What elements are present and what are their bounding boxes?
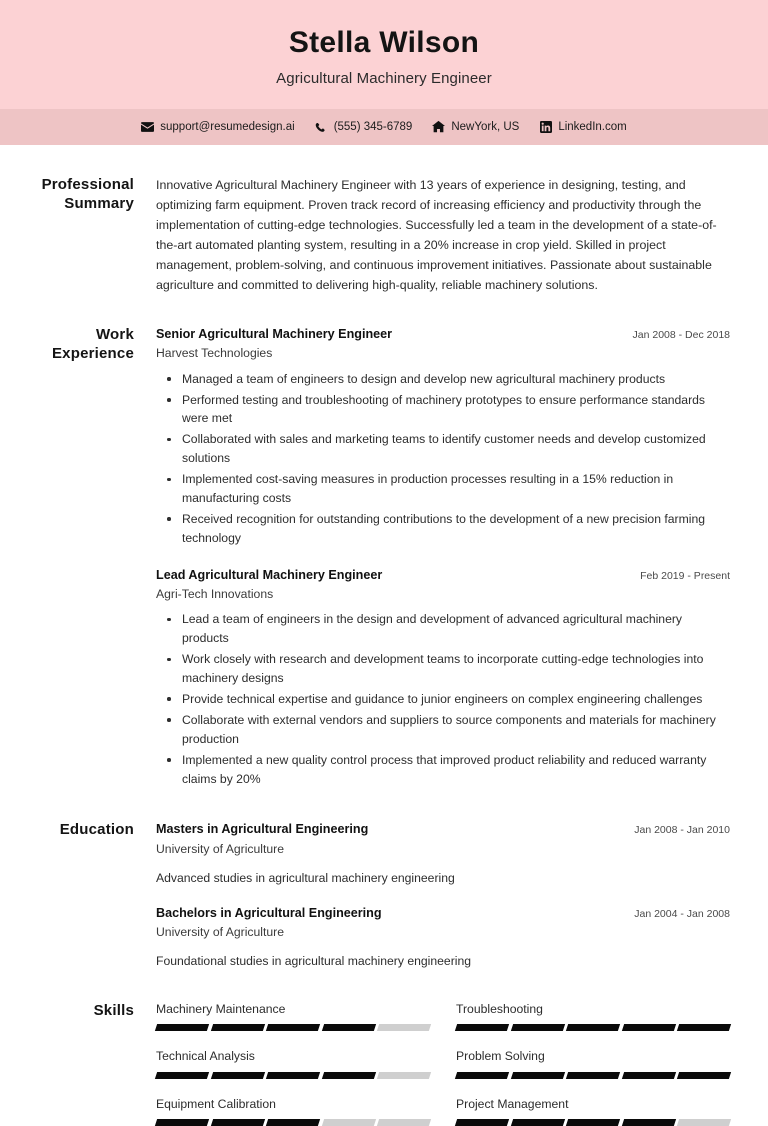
- skill-rating-segment: [377, 1024, 431, 1031]
- section-label-education: Education: [59, 821, 134, 839]
- contact-item-label: NewYork, US: [451, 120, 520, 133]
- resume-header: [0, 0, 768, 109]
- skill-name: Project Management: [456, 1096, 569, 1111]
- work-entry-organization: Harvest Technologies: [156, 346, 273, 361]
- skill-rating-segment: [266, 1119, 320, 1126]
- skill-item: [156, 1048, 430, 1078]
- skill-rating-segment: [677, 1072, 731, 1079]
- skills-grid: [156, 1001, 730, 1125]
- section-label-work: Work Experience: [51, 326, 134, 363]
- phone-icon: [315, 120, 328, 133]
- work-entry-organization: Agri-Tech Innovations: [156, 587, 274, 602]
- skill-rating-segment: [677, 1024, 731, 1031]
- education-entry: [156, 904, 730, 971]
- education-content: [156, 820, 730, 971]
- list-item: Collaborated with sales and marketing teams to identify customer needs and develop customized solutions: [156, 430, 730, 468]
- skill-rating-segment: [566, 1072, 620, 1079]
- contact-item-envelope[interactable]: [141, 120, 294, 133]
- work-entry-bullets: [156, 610, 730, 788]
- linkedin-icon: [539, 120, 552, 133]
- resume-body: [0, 145, 768, 1126]
- contact-item-label: (555) 345-6789: [333, 120, 413, 133]
- work-entry-date: Jan 2008 - Dec 2018: [632, 329, 730, 342]
- skill-rating-segment: [322, 1024, 376, 1031]
- skill-name: Machinery Maintenance: [156, 1002, 286, 1017]
- list-item: Collaborate with external vendors and suppliers to source components and materials for machinery production: [156, 711, 730, 749]
- skill-rating-segment: [622, 1024, 676, 1031]
- skill-rating-segment: [377, 1119, 431, 1126]
- work-entry-bullets: [156, 370, 730, 548]
- skill-rating-bar: [156, 1024, 430, 1031]
- skill-rating-segment: [455, 1072, 509, 1079]
- work-entry-title: Lead Agricultural Machinery Engineer: [156, 567, 383, 582]
- education-entry: [156, 820, 730, 887]
- skill-rating-segment: [210, 1072, 264, 1079]
- section-label-summary: Professional Summary: [41, 175, 134, 212]
- contact-item-linkedin[interactable]: [539, 120, 626, 133]
- skill-rating-segment: [455, 1119, 509, 1126]
- skill-rating-segment: [322, 1119, 376, 1126]
- work-entry: [156, 566, 730, 789]
- skill-item: [456, 1096, 730, 1126]
- skill-rating-segment: [510, 1119, 564, 1126]
- work-entry-head: [156, 566, 730, 584]
- summary-content: [156, 175, 730, 296]
- work-entry-title: Senior Agricultural Machinery Engineer: [156, 327, 393, 342]
- skill-rating-segment: [155, 1024, 209, 1031]
- skill-rating-segment: [377, 1072, 431, 1079]
- skill-rating-segment: [510, 1024, 564, 1031]
- skill-rating-segment: [155, 1072, 209, 1079]
- skill-rating-segment: [677, 1119, 731, 1126]
- education-entry-head: [156, 904, 730, 922]
- contact-bar: [0, 109, 768, 145]
- education-entry-date: Jan 2008 - Jan 2010: [634, 824, 730, 837]
- skill-item: [456, 1001, 730, 1031]
- list-item: Lead a team of engineers in the design and development of advanced agricultural machinery products: [156, 610, 730, 648]
- skill-rating-segment: [266, 1024, 320, 1031]
- skill-rating-bar: [456, 1024, 730, 1031]
- section-skills: [38, 971, 730, 1125]
- skill-rating-bar: [456, 1072, 730, 1079]
- skill-item: [156, 1001, 430, 1031]
- list-item: Received recognition for outstanding contributions to the development of a new precision farming technology: [156, 510, 730, 548]
- section-work-experience: [38, 295, 730, 790]
- skill-rating-segment: [210, 1024, 264, 1031]
- list-item: Work closely with research and development teams to incorporate cutting-edge technologies into machinery designs: [156, 650, 730, 688]
- education-entry-description: Advanced studies in agricultural machinery engineering: [156, 871, 455, 886]
- skill-name: Equipment Calibration: [156, 1096, 276, 1111]
- skill-item: [156, 1096, 430, 1126]
- education-entry-institution: University of Agriculture: [156, 841, 285, 856]
- skill-name: Technical Analysis: [156, 1049, 255, 1064]
- education-entry-degree: Masters in Agricultural Engineering: [156, 822, 369, 837]
- page-title: Stella Wilson: [288, 26, 480, 59]
- education-entry-degree: Bachelors in Agricultural Engineering: [156, 905, 382, 920]
- skill-rating-segment: [266, 1072, 320, 1079]
- summary-text: Innovative Agricultural Machinery Engineer with 13 years of experience in designing, testing, and optimizing farm equipment. Proven track record of increasing efficiency and productivity through the implementation of cutting-edge technologies. Successfully led a team in the development of a state-of-the-art automated planting system, resulting in a 20% increase in crop yield. Skilled in project management, problem-solving, and continuous improvement initiatives. Passionate about sustainable agriculture and committed to delivering high-quality, reliable machinery solutions.: [156, 177, 717, 292]
- education-entry-institution: University of Agriculture: [156, 925, 285, 940]
- envelope-icon: [141, 120, 154, 133]
- list-item: Implemented cost-saving measures in production processes resulting in a 15% reduction in manufacturing costs: [156, 470, 730, 508]
- work-entry: [156, 325, 730, 548]
- contact-item-label: LinkedIn.com: [558, 120, 627, 133]
- education-entry-head: [156, 820, 730, 838]
- skill-rating-segment: [566, 1119, 620, 1126]
- education-entry-description: Foundational studies in agricultural machinery engineering: [156, 954, 472, 969]
- section-professional-summary: [38, 145, 730, 296]
- work-entry-head: [156, 325, 730, 343]
- skill-rating-bar: [156, 1119, 430, 1126]
- section-label-skills: Skills: [93, 1002, 134, 1020]
- work-content: [156, 325, 730, 790]
- list-item: Managed a team of engineers to design and develop new agricultural machinery products: [156, 370, 730, 389]
- skill-name: Problem Solving: [456, 1049, 545, 1064]
- skill-name: Troubleshooting: [456, 1002, 543, 1017]
- skill-item: [456, 1048, 730, 1078]
- contact-item-label: support@resumedesign.ai: [160, 120, 295, 133]
- skill-rating-segment: [455, 1024, 509, 1031]
- contact-item-home[interactable]: [432, 120, 519, 133]
- skill-rating-bar: [456, 1119, 730, 1126]
- list-item: Performed testing and troubleshooting of machinery prototypes to ensure performance standards were met: [156, 391, 730, 429]
- list-item: Provide technical expertise and guidance to junior engineers on complex engineering challenges: [156, 690, 730, 709]
- education-entry-date: Jan 2004 - Jan 2008: [634, 907, 730, 920]
- work-entry-date: Feb 2019 - Present: [640, 569, 730, 582]
- section-education: [38, 790, 730, 971]
- skill-rating-segment: [622, 1072, 676, 1079]
- skills-content: [156, 1001, 730, 1125]
- skill-rating-segment: [622, 1119, 676, 1126]
- contact-item-phone[interactable]: [315, 120, 413, 133]
- skill-rating-segment: [566, 1024, 620, 1031]
- list-item: Implemented a new quality control process that improved product reliability and reduced warranty claims by 20%: [156, 751, 730, 789]
- skill-rating-segment: [155, 1119, 209, 1126]
- skill-rating-segment: [322, 1072, 376, 1079]
- header-job-title: Agricultural Machinery Engineer: [276, 69, 492, 87]
- skill-rating-bar: [156, 1072, 430, 1079]
- home-icon: [432, 120, 445, 133]
- skill-rating-segment: [510, 1072, 564, 1079]
- skill-rating-segment: [210, 1119, 264, 1126]
